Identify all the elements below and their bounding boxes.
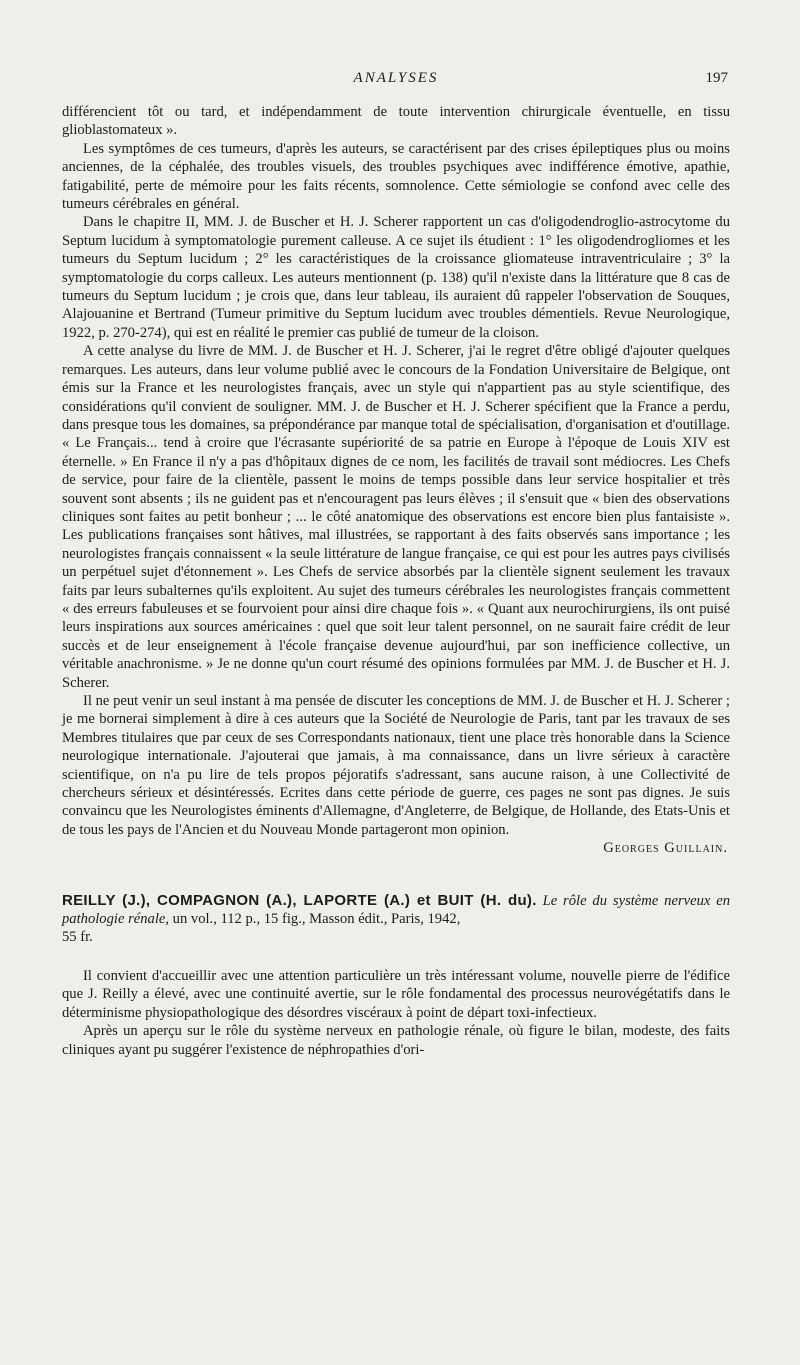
running-head [62,66,730,90]
review-body [62,967,730,1059]
review-authors: REILLY (J.), COMPAGNON (A.), LAPORTE (A.) et BUIT (H. du). [62,891,537,909]
review-price: 55 fr. [62,929,93,946]
paragraph: Il ne peut venir un seul instant à ma pensée de discuter les conceptions de MM. J. de Buscher et H. J. Scherer ; je me bornerai simplement à dire à ces auteurs que la Société de Neurologie de Paris, tant par les travaux de ses Membres titulaires que par ceux de ses Correspondants nationaux, tient une place très honorable dans la Science neurologique internationale. J'ajouterai que jamais, à ma connaissance, dans un livre sérieux à caractère scientifique, on n'a pu lire de tels propos péjoratifs s'adressant, sans aucune raison, à une Collectivité de chercheurs sérieux et désintéressés. Ecrites dans cette période de guerre, ces pages ne sont pas dignes. Je suis convaincu que les Neurologistes éminents d'Allemagne, d'Angleterre, de Belgique, de Hollande, des Etats-Unis et de tous les pays de l'Ancien et du Nouveau Monde partageront mon opinion. [62,693,730,838]
paragraph: Il convient d'accueillir avec une attention particulière un très intéressant volume, nouvelle pierre de l'édifice que J. Reilly a élevé, avec une continuité avertie, sur le rôle fondamental des processus neurovégétatifs dans le déterminisme physiopathologique des désordres viscéraux à point de départ toxi-infectieux. [62,967,730,1021]
review-book-title: Le rôle du système nerveux en pathologie rénale, [62,892,731,928]
paragraph: différencient tôt ou tard, et indépendamment de toute intervention chirurgicale éventuelle, en tissu glioblastomateux ». [62,104,730,139]
review-publication: un vol., 112 p., 15 fig., Masson édit., Paris, 1942, [172,911,461,928]
document-page [62,0,730,1365]
paragraph: Après un aperçu sur le rôle du système nerveux en pathologie rénale, où figure le bilan, modeste, des faits cliniques ayant pu suggérer l'existence de néphropathies d'ori- [62,1023,730,1058]
section-title: ANALYSES [353,70,439,86]
paragraph: Dans le chapitre II, MM. J. de Buscher et H. J. Scherer rapportent un cas d'oligodendroglio-astrocytome du Septum lucidum à symptomatologie purement calleuse. A ce sujet ils étudient : 1° les oligodendrogliomes et les tumeurs du Septum lucidum ; 2° les caractéristiques de la croissance gliomateuse intraventriculaire ; 3° la symptomatologie du corps calleux. Les auteurs mentionnent (p. 138) qu'il n'existe dans la littérature que 8 cas de tumeurs du Septum lucidum ; je crois que, dans leur tableau, ils auraient dû rappeler l'observation de Souques, Alajouanine et Bertrand (Tumeur primitive du Septum lucidum avec troubles démentiels. Revue Neurologique, 1922, p. 270-274), qui est en réalité le premier cas publié de tumeur de la cloison. [62,214,730,341]
paragraph: A cette analyse du livre de MM. J. de Buscher et H. J. Scherer, j'ai le regret d'être obligé d'ajouter quelques remarques. Les auteurs, dans leur volume publié avec le concours de la Fondation Universitaire de Belgique, ont émis sur la France et les neurologistes français, avec un style qui n'appartient pas au style scientifique, des considérations qu'il convient de souligner. MM. J. de Buscher et H. J. Scherer spécifient que la France a perdu, dans presque tous les domaines, sa prépondérance par manque total de spécialisation, d'organisation et d'outillage. « Le Français... tend à croire que l'écrasante supériorité de sa patrie en Europe à l'époque de Louis XIV est éternelle. » En France il n'y a pas d'hôpitaux dignes de ce nom, les facilités de travail sont médiocres. Les Chefs de service, pour faire de la clientèle, passent le moins de temps possible dans leur service hospitalier et très souvent sont absents ; ils ne guident pas et n'encouragent pas leurs élèves ; il s'ensuit que « bien des observations cliniques sont faites au petit bonheur ; ... le côté anatomique des observations est encore bien plus fantaisiste ». Les publications françaises sont hâtives, mal illustrées, se rapportant à des faits observés sans importance ; les neurologistes français connaissent « la seule littérature de langue française, ce qui est pour les autres pays civilisés un perpétuel sujet d'étonnement ». Les Chefs de service absorbés par la clientèle signent seulement les travaux faits par leurs subalternes qu'ils exploitent. Au sujet des tumeurs cérébrales les neurologistes français commettent « des erreurs fabuleuses et se fourvoient pour ainsi dire chaque fois ». « Quant aux neurochirurgiens, ils ont puisé leurs inspirations aux sources américaines : quel que soit leur talent personnel, on ne saurait faire crédit de leur succès et de leur enseignement à l'école française devenue aujourd'hui, par son inefficience collective, un véritable anachronisme. » Je ne donne qu'un court résumé des opinions formulées par MM. J. de Buscher et H. J. Scherer. [62,343,730,691]
review-heading [62,892,730,947]
page-number: 197 [705,70,728,86]
body-text [62,103,730,1059]
signature: Georges Guillain. [603,840,728,857]
paragraph: Les symptômes de ces tumeurs, d'après les auteurs, se caractérisent par des crises épileptiques plus ou moins anciennes, de la céphalée, des troubles visuels, des troubles psychiques avec indifférence émotive, apathie, fatigabilité, perte de mémoire pour les faits récents, somnolence. Cette sémiologie se confond avec celle des tumeurs cérébrales en général. [62,140,730,213]
